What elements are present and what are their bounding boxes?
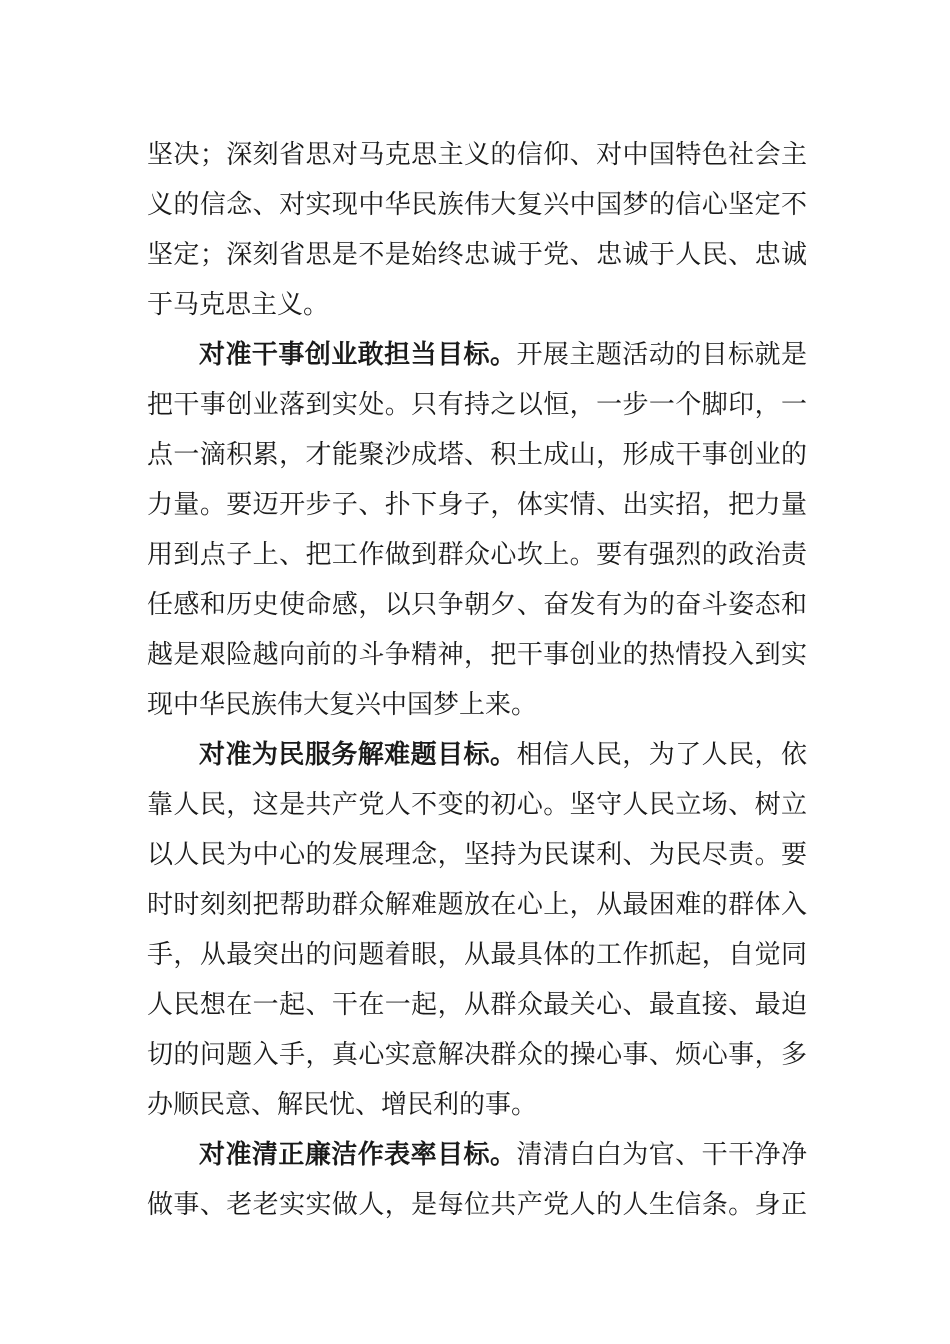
text-line: 靠人民，这是共产党人不变的初心。坚守人民立场、树立 xyxy=(147,790,807,820)
text-line: 用到点子上、把工作做到群众心坎上。要有强烈的政治责 xyxy=(147,540,807,570)
text-line: 手，从最突出的问题着眼，从最具体的工作抓起，自觉同 xyxy=(147,940,807,970)
text-line: 于马克思主义。 xyxy=(147,290,330,320)
text-line: 以人民为中心的发展理念，坚持为民谋利、为民尽责。要 xyxy=(147,840,807,870)
text-line: 人民想在一起、干在一起，从群众最关心、最直接、最迫 xyxy=(147,990,807,1020)
text-line: 力量。要迈开步子、扑下身子，体实情、出实招，把力量 xyxy=(147,490,807,520)
text-line: 办顺民意、解民忧、增民利的事。 xyxy=(147,1090,538,1120)
paragraph-heading-line xyxy=(199,330,807,380)
paragraph-heading-continuation: 清清白白为官、干干净净 xyxy=(516,1140,807,1170)
text-line: 切的问题入手，真心实意解决群众的操心事、烦心事，多 xyxy=(147,1040,807,1070)
paragraph-heading: 对准为民服务解难题目标。 xyxy=(199,740,517,770)
text-line: 点一滴积累，才能聚沙成塔、积土成山，形成干事创业的 xyxy=(147,440,807,470)
paragraph-heading-continuation: 开展主题活动的目标就是 xyxy=(516,340,807,370)
text-line: 把干事创业落到实处。只有持之以恒，一步一个脚印，一 xyxy=(147,390,807,420)
text-line: 任感和历史使命感，以只争朝夕、奋发有为的奋斗姿态和 xyxy=(147,590,807,620)
text-line: 做事、老老实实做人，是每位共产党人的人生信条。身正 xyxy=(147,1190,807,1220)
paragraph-heading: 对准干事创业敢担当目标。 xyxy=(199,340,517,370)
paragraph-heading-continuation: 相信人民，为了人民，依 xyxy=(516,740,807,770)
text-line: 坚决；深刻省思对马克思主义的信仰、对中国特色社会主 xyxy=(147,140,807,170)
text-line: 现中华民族伟大复兴中国梦上来。 xyxy=(147,690,538,720)
paragraph-heading-line xyxy=(199,730,807,780)
paragraph-heading-line xyxy=(199,1130,807,1180)
text-line: 坚定；深刻省思是不是始终忠诚于党、忠诚于人民、忠诚 xyxy=(147,240,807,270)
text-line: 义的信念、对实现中华民族伟大复兴中国梦的信心坚定不 xyxy=(147,190,807,220)
paragraph-heading: 对准清正廉洁作表率目标。 xyxy=(199,1140,517,1170)
text-line: 越是艰险越向前的斗争精神，把干事创业的热情投入到实 xyxy=(147,640,807,670)
text-line: 时时刻刻把帮助群众解难题放在心上，从最困难的群体入 xyxy=(147,890,807,920)
